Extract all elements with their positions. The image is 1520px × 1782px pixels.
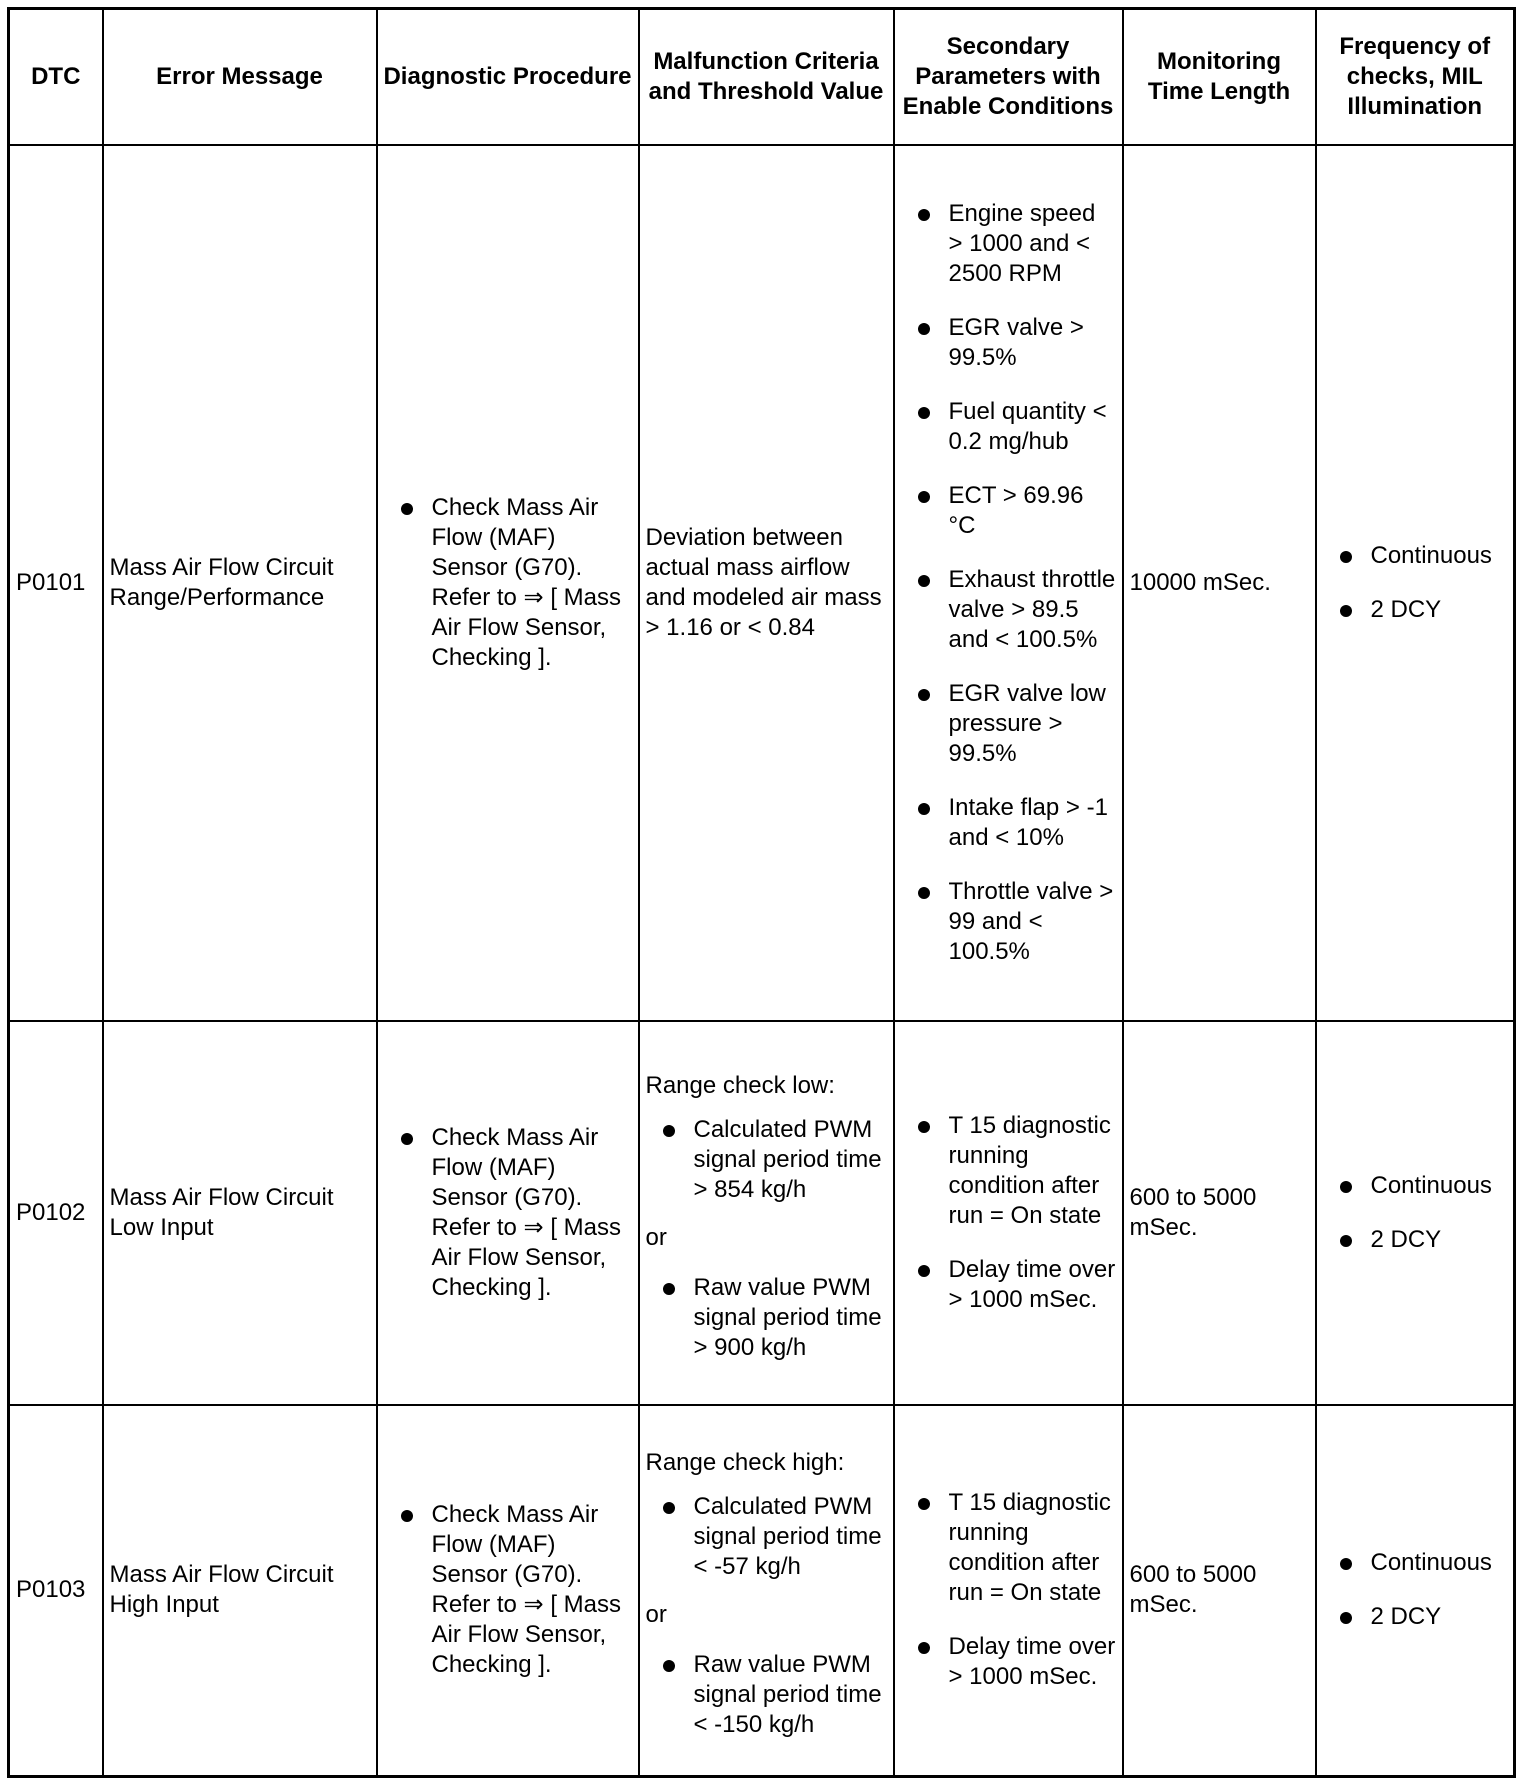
header-frequency: Frequency of checks, MIL Illumination [1316,9,1515,145]
malfunction-criteria: Deviation between actual mass airflow and modeled air mass > 1.16 or < 0.84 [639,145,894,1021]
malfunction-item: Calculated PWM signal period time < -57 kg/h [693,1493,882,1581]
secondary-parameters [894,1405,1123,1777]
header-row [9,9,1515,145]
secondary-item: Exhaust throttle valve > 89.5 and < 100.5% [948,565,1116,653]
bullet-icon [918,1498,930,1510]
secondary-item: T 15 diagnostic running condition after run = On state [948,1111,1111,1229]
bullet-icon [1340,1612,1352,1624]
malfunction-criteria [639,1405,894,1777]
frequency [1316,1021,1515,1405]
frequency [1316,145,1515,1021]
error-message: Mass Air Flow Circuit High Input [103,1405,377,1777]
bullet-icon [918,491,930,503]
secondary-parameters [894,1021,1123,1405]
malfunction-item: Calculated PWM signal period time > 854 kg/h [693,1115,882,1203]
header-secondary-parameters: Secondary Parameters with Enable Conditions [894,9,1123,145]
bullet-icon [663,1502,675,1514]
secondary-item: Delay time over > 1000 mSec. [948,1255,1116,1313]
bullet-icon [918,887,930,899]
malfunction-or: or [645,1601,667,1629]
secondary-item: ECT > 69.96 °C [948,481,1084,539]
dtc-code: P0103 [9,1405,103,1777]
bullet-icon [918,1642,930,1654]
bullet-icon [918,407,930,419]
diagnostic-procedure-text: Check Mass Air Flow (MAF) Sensor (G70). Refer to ⇒ [ Mass Air Flow Sensor, Checking ]. [431,1123,621,1301]
frequency-item: 2 DCY [1370,1225,1442,1253]
frequency-item: 2 DCY [1370,595,1442,623]
bullet-icon [1340,1181,1352,1193]
bullet-icon [918,209,930,221]
diagnostic-procedure-text: Check Mass Air Flow (MAF) Sensor (G70). Refer to ⇒ [ Mass Air Flow Sensor, Checking ]. [431,1501,621,1679]
monitoring-time: 10000 mSec. [1123,145,1316,1021]
frequency-item: 2 DCY [1370,1603,1442,1631]
secondary-item: Throttle valve > 99 and < 100.5% [948,877,1114,965]
malfunction-item: Raw value PWM signal period time < -150 kg/h [693,1651,882,1739]
secondary-parameters [894,145,1123,1021]
bullet-icon [918,803,930,815]
malfunction-item: Raw value PWM signal period time > 900 kg/h [693,1273,882,1361]
frequency-item: Continuous [1370,1549,1492,1577]
monitoring-time: 600 to 5000 mSec. [1123,1021,1316,1405]
diagnostic-procedure [377,1021,639,1405]
dtc-table [7,7,1516,1778]
bullet-icon [918,323,930,335]
diagnostic-procedure [377,145,639,1021]
secondary-item: Delay time over > 1000 mSec. [948,1633,1116,1691]
table-row [9,1021,1515,1405]
table-row [9,1405,1515,1777]
bullet-icon [663,1660,675,1672]
malfunction-or: or [645,1223,667,1251]
malfunction-criteria [639,1021,894,1405]
dtc-code: P0101 [9,145,103,1021]
bullet-icon [1340,1558,1352,1570]
secondary-item: Intake flap > -1 and < 10% [948,793,1108,851]
bullet-icon [1340,551,1352,563]
secondary-item: T 15 diagnostic running condition after run = On state [948,1489,1111,1607]
secondary-item: Fuel quantity < 0.2 mg/hub [948,397,1107,455]
frequency-item: Continuous [1370,1171,1492,1199]
bullet-icon [401,1510,413,1522]
bullet-icon [401,503,413,515]
header-diagnostic-procedure: Diagnostic Procedure [377,9,639,145]
secondary-item: EGR valve > 99.5% [948,313,1084,371]
bullet-icon [918,689,930,701]
error-message: Mass Air Flow Circuit Range/Performance [103,145,377,1021]
malfunction-heading: Range check high: [645,1449,845,1477]
diagnostic-procedure [377,1405,639,1777]
secondary-item: EGR valve low pressure > 99.5% [948,679,1106,767]
frequency-item: Continuous [1370,541,1492,569]
bullet-icon [918,575,930,587]
error-message: Mass Air Flow Circuit Low Input [103,1021,377,1405]
bullet-icon [401,1133,413,1145]
bullet-icon [918,1265,930,1277]
bullet-icon [663,1125,675,1137]
diagnostic-procedure-text: Check Mass Air Flow (MAF) Sensor (G70). Refer to ⇒ [ Mass Air Flow Sensor, Checking ]. [431,493,621,671]
header-error-message: Error Message [103,9,377,145]
bullet-icon [663,1283,675,1295]
header-monitoring-time: Monitoring Time Length [1123,9,1316,145]
header-malfunction-criteria: Malfunction Criteria and Threshold Value [639,9,894,145]
table-row [9,145,1515,1021]
monitoring-time: 600 to 5000 mSec. [1123,1405,1316,1777]
dtc-code: P0102 [9,1021,103,1405]
secondary-item: Engine speed > 1000 and < 2500 RPM [948,199,1096,287]
frequency [1316,1405,1515,1777]
bullet-icon [918,1121,930,1133]
bullet-icon [1340,605,1352,617]
bullet-icon [1340,1235,1352,1247]
header-dtc: DTC [9,9,103,145]
malfunction-heading: Range check low: [645,1071,835,1099]
